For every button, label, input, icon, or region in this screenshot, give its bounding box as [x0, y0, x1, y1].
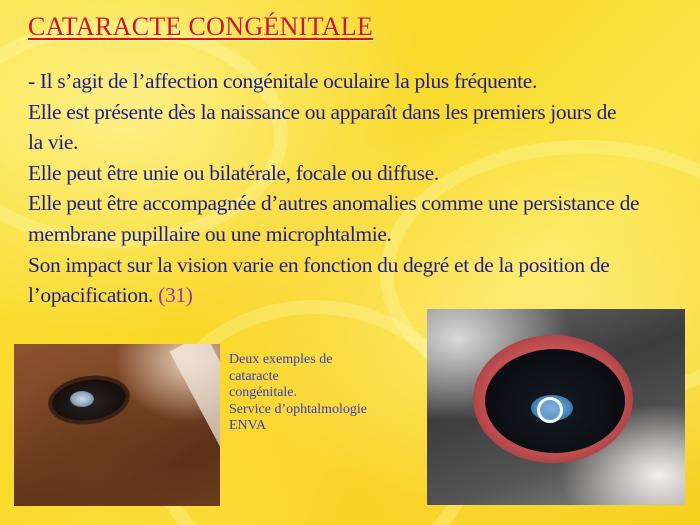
body-line: Elle peut être unie ou bilatérale, focale ou diffuse.	[28, 160, 439, 185]
body-line: Son impact sur la vision varie en fonction du degré et de la position de	[28, 252, 610, 277]
body-line: - Il s’agit de l’affection congénitale oculaire la plus fréquente.	[28, 69, 537, 93]
slide-title: CATARACTE CONGÉNITALE	[28, 12, 374, 41]
body-line-text: l’opacification.	[28, 283, 154, 308]
horse-eye-photo-right	[427, 309, 685, 505]
body-line: Elle peut être accompagnée d’autres anomalies comme une persistance de	[28, 191, 640, 216]
body-line-last	[28, 280, 683, 311]
lens-opacity	[70, 391, 94, 407]
cataract-ring	[537, 397, 563, 423]
reference-citation: (31)	[158, 283, 193, 308]
horse-eye-photo-left	[14, 344, 220, 506]
caption-line: Service d’ophtalmologie	[229, 401, 368, 417]
caption-line: congénitale.	[229, 385, 298, 401]
slide-body	[28, 66, 683, 311]
caption-line: Deux exemples de	[229, 352, 333, 367]
caption-line: cataracte	[229, 368, 279, 384]
blaze-marking	[169, 344, 220, 475]
caption-line: ENVA	[229, 418, 267, 434]
body-line: membrane pupillaire ou une microphtalmie.	[28, 221, 392, 246]
body-line: la vie.	[28, 130, 79, 155]
body-line: Elle est présente dès la naissance ou apparaît dans les premiers jours de	[28, 99, 617, 124]
photo-caption	[229, 352, 399, 435]
